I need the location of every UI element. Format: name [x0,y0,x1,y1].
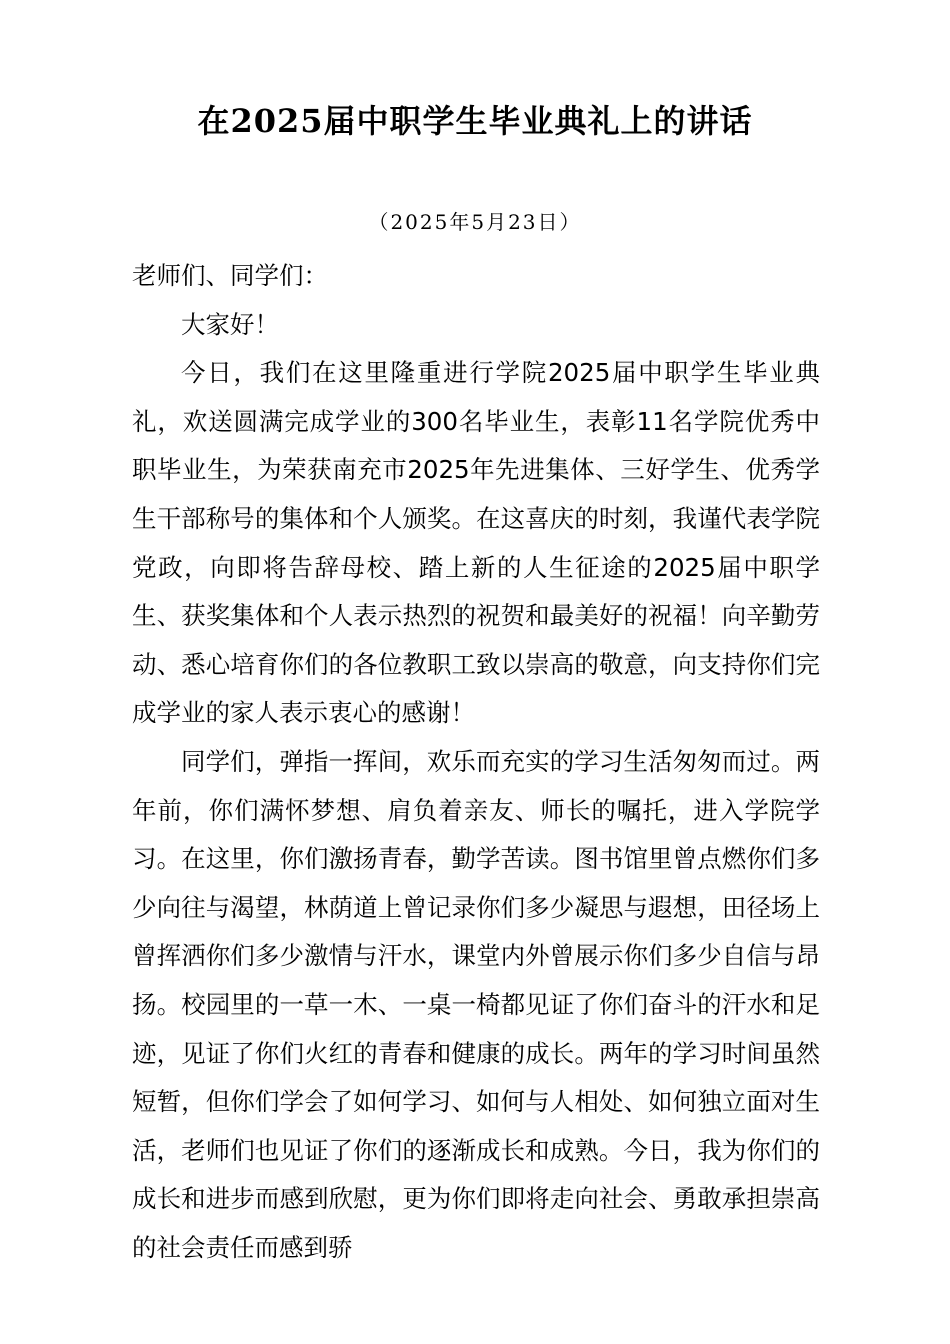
greeting-paragraph: 大家好！ [181,309,279,339]
body-paragraph: 今日，我们在这里隆重进行学院2025届中职学生毕业典礼，欢送圆满完成学业的300名毕业生，表彰11名学院优秀中职毕业生，为荣获南充市2025年先进集体、三好学生、优秀学生干部称号的集体和个人颁奖。在这喜庆的时刻，我谨代表学院党政，向即将告辞母校、踏上新的人生征途的2025届中职学生、获奖集体和个人表示热烈的祝贺和最美好的祝福！向辛勤劳动、悉心培育你们的各位教职工致以崇高的敬意，向支持你们完成学业的家人表示衷心的感谢！ [132,358,820,728]
body-paragraph: 同学们，弹指一挥间，欢乐而充实的学习生活匆匆而过。两年前，你们满怀梦想、肩负着亲友、师长的嘱托，进入学院学习。在这里，你们激扬青春，勤学苦读。图书馆里曾点燃你们多少向往与渴望，林荫道上曾记录你们多少凝思与遐想，田径场上曾挥洒你们多少激情与汗水，课堂内外曾展示你们多少自信与昂扬。校园里的一草一木、一桌一椅都见证了你们奋斗的汗水和足迹，见证了你们火红的青春和健康的成长。两年的学习时间虽然短暂，但你们学会了如何学习、如何与人相处、如何独立面对生活，老师们也见证了你们的逐渐成长和成熟。今日，我为你们的成长和进步而感到欣慰，更为你们即将走向社会、勇敢承担崇高的社会责任而感到骄 [132,746,820,1262]
document-date: （2025年5月23日） [368,210,582,234]
salutation: 老师们、同学们： [132,261,328,290]
document-body [132,252,820,1272]
document-title: 在2025届中职学生毕业典礼上的讲话 [197,102,753,140]
